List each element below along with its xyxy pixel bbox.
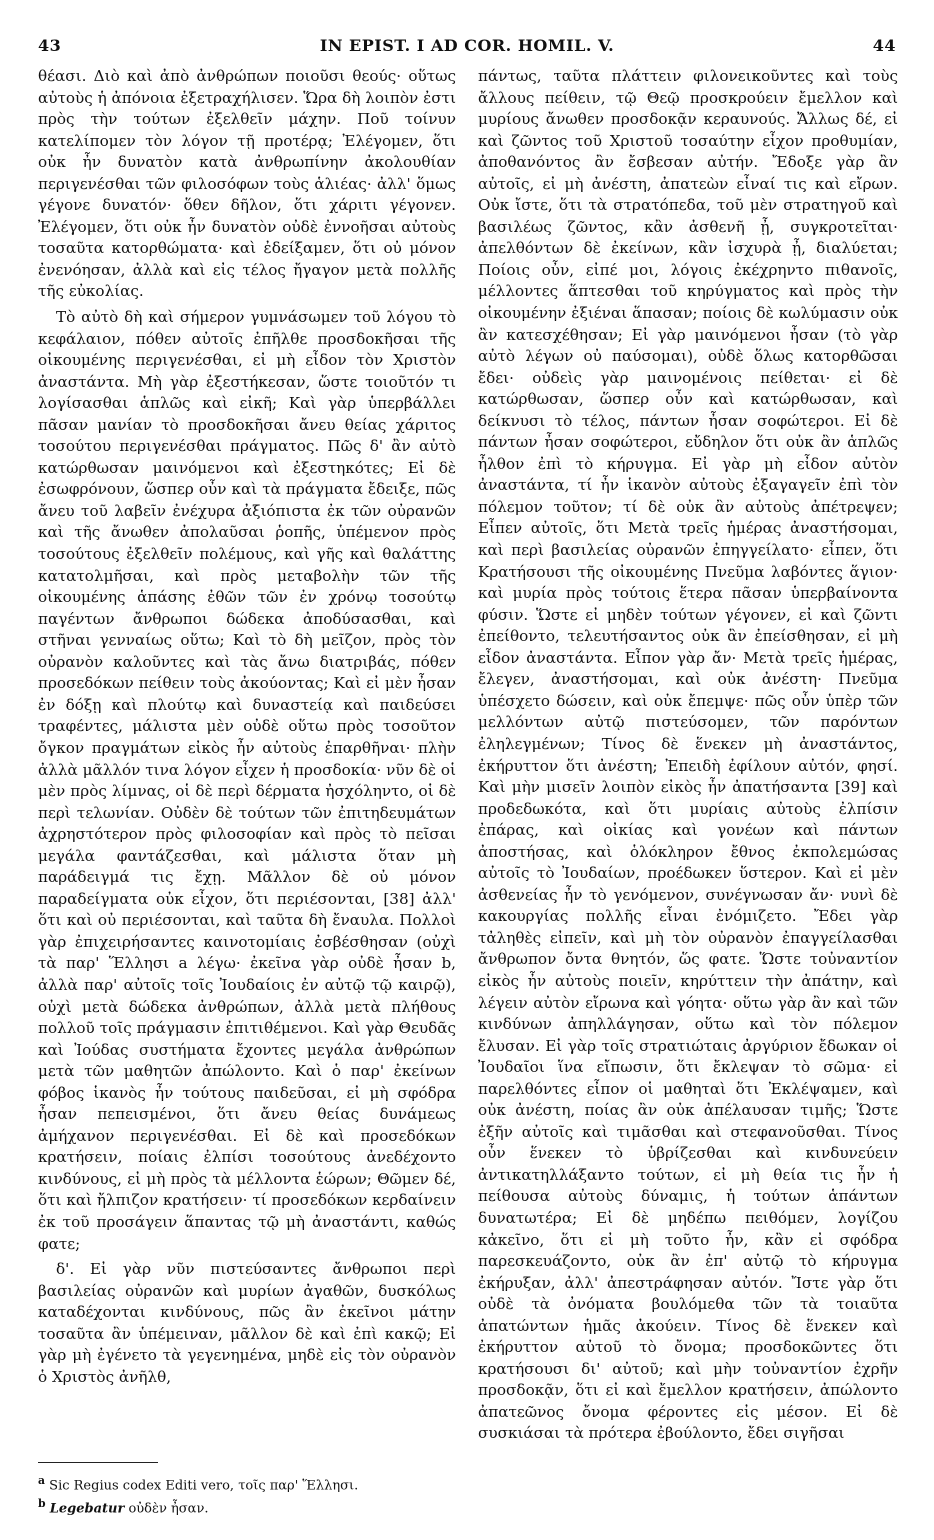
page-number-right: 44	[872, 36, 896, 55]
footnote-a	[38, 1472, 458, 1495]
running-title: IN EPIST. I AD COR. HOMIL. V.	[319, 36, 615, 55]
paragraph: Τὸ αὐτὸ δὴ καὶ σήμερον γυμνάσωμεν τοῦ λόγου τὸ κεφάλαιον, πόθεν αὐτοῖς ἐπῆλθε προσδοκῆσαι τῆς οἰκουμένης περιγενέσθαι, εἰ μὴ εἶδον τὸν Χριστὸν ἀναστάντα. Μὴ γὰρ ἐξεστήκεσαν, ὥστε τοιοῦτόν τι λογίσασθαι ἁπλῶς καὶ εἰκῆ; Καὶ γὰρ ὑπερβάλλει πᾶσαν μανίαν τὸ προσδοκῆσαι ἄνευ θείας χάριτος τοσούτου περιγενέσθαι πράγματος. Πῶς δ' ἂν αὐτὸ κατώρθωσαν μαινόμενοι καὶ ἐξεστηκότες; Εἰ δὲ ἐσωφρόνουν, ὥσπερ οὖν καὶ τὰ πράγματα ἔδειξε, πῶς ἄνευ τοῦ λαβεῖν ἐνέχυρα ἀξιόπιστα ἐκ τῶν οὐρανῶν καὶ τῆς ἄνωθεν ἀπολαῦσαι ῥοπῆς, ὑπέμενον πρὸς τοσούτους ἐξελθεῖν πολέμους, καὶ γῆς καὶ θαλάττης κατατολμῆσαι, καὶ πρὸς μεταβολὴν τῶν τῆς οἰκουμένης ἁπάσης ἐθῶν τῶν ἐν χρόνῳ τοσούτῳ παγέντων ἄνθρωποι δώδεκα ἀποδύσασθαι, καὶ στῆναι γενναίως οὕτω; Καὶ τὸ δὴ μεῖζον, πρὸς τὸν οὐρανὸν καλοῦντες καὶ τὰς ἄνω διατριβάς, πόθεν προσεδόκων πείθειν τοὺς ἀκούοντας; Καὶ εἰ μὲν ἦσαν ἐν δόξῃ καὶ πλούτῳ καὶ δυναστείᾳ καὶ παιδεύσει τραφέντες, μάλιστα μὲν οὐδὲ οὕτω πρὸς τοσοῦτον ὄγκον πραγμάτων εἰκὸς ἦν αὐτοὺς ἐπαρθῆναι· πλὴν ἀλλὰ μᾶλλόν τινα λόγον εἶχεν ἡ προσδοκία· νῦν δὲ οἱ μὲν πρὸς λίμνας, οἱ δὲ περὶ δέρματα ἠσχόληντο, οἱ δὲ περὶ τελωνίαν. Οὐδὲν δὲ τούτων τῶν ἐπιτηδευμάτων ἀχρηστότερον πρὸς φιλοσοφίαν καὶ πρὸς τὸ πεῖσαι μεγάλα φαντάζεσθαι, καὶ μάλιστα ὅταν μὴ παράδειγμά τις ἔχῃ. Μᾶλλον δὲ οὐ μόνον παραδείγματα οὐκ εἶχον, ὅτι περιέσονται, [38] ἀλλ' ὅτι καὶ οὐ περιέσονται, καὶ ταῦτα δὴ ἔναυλα. Πολλοὶ γὰρ ἐπιχειρήσαντες καινοτομίαις ἐσβέσθησαν (οὐχὶ τὰ παρ' Ἕλλησι a λέγω· ἐκεῖνα γὰρ οὐδὲ ἦσαν b, ἀλλὰ παρ' αὐτοῖς τοῖς Ἰουδαίοις ἐν αὐτῷ τῷ καιρῷ), οὐχὶ μετὰ δώδεκα ἀνθρώπων, ἀλλὰ μετὰ πλήθους πολλοῦ τοῖς πράγμασιν ἐπιτιθέμενοι. Καὶ γὰρ Θευδᾶς καὶ Ἰούδας συστήματα ἔχοντες μεγάλα ἀνθρώπων μετὰ τῶν μαθητῶν ἀπώλοντο. Καὶ ὁ παρ' ἐκείνων φόβος ἱκανὸς ἦν τούτους παιδεῦσαι, εἰ μὴ σφόδρα ἦσαν πεπεισμένοι, ὅτι ἄνευ θείας δυνάμεως ἀμήχανον περιγενέσθαι. Εἰ δὲ καὶ προσεδόκων κρατήσειν, ποίαις ἐλπίσι τοσούτους ἀνεδέχοντο κινδύνους, εἰ μὴ πρὸς τὰ μέλλοντα ἑώρων; Θῶμεν δέ, ὅτι καὶ ἤλπιζον κρατήσειν· τί προσεδόκων κερδαίνειν ἐκ τοῦ προσάγειν ἅπαντας τῷ μὴ ἀναστάντι, καθώς φατε;	[38, 308, 456, 1253]
footnote-marker: a	[38, 1474, 46, 1487]
left-column	[38, 66, 456, 1388]
running-header	[38, 36, 896, 60]
footnote-lead: Legebatur	[49, 1501, 125, 1517]
paragraph: θέασι. Διὸ καὶ ἀπὸ ἀνθρώπων ποιοῦσι θεούς· οὕτως αὐτοὺς ἡ ἀπόνοια ἐξετραχήλισεν. Ὥρα δὴ λοιπὸν ἐστι πρὸς τὴν τούτων ἐξελθεῖν μάχην. Ποῦ τοίνυν κατελίπομεν τὸν λόγον τῇ προτέρᾳ; Ἐλέγομεν, ὅτι οὐκ ἦν δυνατὸν κατὰ ἀνθρωπίνην ἀκολουθίαν περιγενέσθαι τῶν φιλοσόφων τοὺς ἁλιέας· ἀλλ' ὅμως γέγονε δυνατόν· ὅθεν δῆλον, ὅτι χάριτι γέγονεν. Ἐλέγομεν, ὅτι οὐκ ἦν δυνατὸν οὐδὲ ἐννοῆσαι αὐτοὺς τοσαῦτα κατορθώματα· καὶ ἐδείξαμεν, ὅτι οὐ μόνον ἐνενόησαν, ἀλλὰ καὶ εἰς τέλος ἤγαγον μετὰ πολλῆς τῆς εὐκολίας.	[38, 67, 456, 301]
footnote-divider	[38, 1462, 158, 1463]
footnote-b	[38, 1495, 458, 1518]
paragraph: δ'. Εἰ γὰρ νῦν πιστεύσαντες ἄνθρωποι περὶ βασιλείας οὐρανῶν καὶ μυρίων ἀγαθῶν, δυσκόλως καταδέχονται κινδύνους, πῶς ἂν ἐκεῖνοι μάτην τοσαῦτα ἂν ὑπέμειναν, μᾶλλον δὲ καὶ ἐπὶ κακῷ; Εἰ γὰρ μὴ ἐγένετο τὰ γεγενημένα, μηδὲ εἰς τὸν οὐρανὸν ὁ Χριστὸς ἀνῆλθ,	[38, 1260, 456, 1386]
page-number-left: 43	[38, 36, 62, 55]
footnote-text: οὐδὲν ἦσαν.	[128, 1501, 209, 1517]
paragraph: πάντως, ταῦτα πλάττειν φιλονεικοῦντες καὶ τοὺς ἄλλους πείθειν, τῷ Θεῷ προσκρούειν ἔμελλον καὶ μυρίους ἄνωθεν προσδοκᾷν κεραυνούς. Ἄλλως δέ, εἰ καὶ ζῶντος τοῦ Χριστοῦ τοσαύτην εἶχον προθυμίαν, ἀποθανόντος ἂν ἔσβεσαν αὐτήν. Ἔδοξε γὰρ ἂν αὐτοῖς, εἰ μὴ ἀνέστη, ἀπατεὼν εἶναί τις καὶ εἴρων. Οὐκ ἴστε, ὅτι τὰ στρατόπεδα, τοῦ μὲν στρατηγοῦ καὶ βασιλέως ζῶντος, κἂν ἀσθενῆ ᾖ, συγκροτεῖται· ἀπελθόντων δὲ ἐκείνων, κἂν ἰσχυρὰ ᾖ, διαλύεται; Ποίοις οὖν, εἰπέ μοι, λόγοις ἐκέχρηντο πιθανοῖς, μέλλοντες ἅπτεσθαι τοῦ κηρύγματος καὶ πρὸς τὴν οἰκουμένην ἐξιέναι ἅπασαν; ποίοις δὲ κωλύμασιν οὐκ ἂν κατεσχέθησαν; Εἰ γὰρ μαινόμενοι ἦσαν (τὸ γὰρ αὐτὸ λέγων οὐ παύσομαι), οὐδὲ ὅλως κατορθῶσαι ἔδει· οὐδεὶς γὰρ μαινομένοις πείθεται· εἰ δὲ κατώρθωσαν, ὥσπερ οὖν καὶ κατώρθωσαν, καὶ δείκνυσι τὸ τέλος, πάντων ἦσαν σοφώτεροι. Εἰ δὲ πάντων ἦσαν σοφώτεροι, εὔδηλον ὅτι οὐκ ἂν ἁπλῶς ἦλθον ἐπὶ τὸ κήρυγμα. Εἰ γὰρ μὴ εἶδον αὐτὸν ἀναστάντα, τί ἦν ἱκανὸν αὐτοὺς ἐξαγαγεῖν ἐπὶ τὸν πόλεμον τοῦτον; τί δὲ οὐκ ἂν αὐτοὺς ἀπέτρεψεν; Εἶπεν αὐτοῖς, ὅτι Μετὰ τρεῖς ἡμέρας ἀναστήσομαι, καὶ περὶ βασιλείας οὐρανῶν ἐπηγγείλατο· εἶπεν, ὅτι Κρατήσουσι τῆς οἰκουμένης Πνεῦμα λαβόντες ἅγιον· καὶ μυρία πρὸς τούτοις ἕτερα πᾶσαν ὑπερβαίνοντα φύσιν. Ὥστε εἰ μηδὲν τούτων γέγονεν, εἰ καὶ ζῶντι ἐπείθοντο, τελευτήσαντος οὐκ ἂν ἐπείσθησαν, εἰ μὴ εἶδον ἀναστάντα. Εἶπον γὰρ ἄν· Μετὰ τρεῖς ἡμέρας, ἔλεγεν, ἀναστήσομαι, καὶ οὐκ ἀνέστη· Πνεῦμα ὑπέσχετο δώσειν, καὶ οὐκ ἔπεμψε· πῶς οὖν ὑπὲρ τῶν μελλόντων αὐτῷ πιστεύσομεν, τῶν παρόντων ἐληλεγμένων; Τίνος δὲ ἕνεκεν μὴ ἀναστάντος, ἐκήρυττον ὅτι ἀνέστη; Ἐπειδὴ ἐφίλουν αὐτόν, φησί. Καὶ μὴν μισεῖν λοιπὸν εἰκὸς ἦν ἀπατήσαντα [39] καὶ προδεδωκότα, καὶ ὅτι μυρίαις αὐτοὺς ἐλπίσιν ἐπάρας, καὶ οἰκίας καὶ γονέων καὶ πάντων ἀποστήσας, καὶ ὁλόκληρον ἔθνος ἐκπολεμώσας αὐτοῖς τὸ Ἰουδαίων, προέδωκεν ὕστερον. Καὶ εἰ μὲν ἀσθενείας ἦν τὸ γενόμενον, συνέγνωσαν ἄν· νυνὶ δὲ κακουργίας πολλῆς εἶναι ἐνόμιζετο. Ἔδει γὰρ τἀληθὲς εἰπεῖν, καὶ μὴ τὸν οὐρανὸν ἐπαγγείλασθαι ἄνθρωπον ὄντα θνητόν, ὥς φατε. Ὥστε τοὐναντίον εἰκὸς ἦν αὐτοὺς ποιεῖν, κηρύττειν τὴν ἀπάτην, καὶ λέγειν αὐτὸν εἴρωνα καὶ γόητα· οὕτω γὰρ ἂν καὶ τῶν κινδύνων ἀπηλλάγησαν, οὕτω καὶ τὸν πόλεμον ἔλυσαν. Εἰ γὰρ τοῖς στρατιώταις ἀργύριον ἔδωκαν οἱ Ἰουδαῖοι ἵνα εἴπωσιν, ὅτι ἔκλεψαν τὸ σῶμα· εἰ παρελθόντες εἶπον οἱ μαθηταὶ ὅτι Ἐκλέψαμεν, καὶ οὐκ ἀνέστη, ποίας ἂν οὐκ ἀπέλαυσαν τιμῆς; Ὥστε ἐξῆν αὐτοῖς καὶ τιμᾶσθαι καὶ στεφανοῦσθαι. Τίνος οὖν ἕνεκεν τὸ ὑβρίζεσθαι καὶ κινδυνεύειν ἀντικατηλλάξαντο τούτων, εἰ μὴ θεία τις ἦν ἡ πείθουσα αὐτοὺς δύναμις, ἡ τούτων ἁπάντων δυνατωτέρα; Εἰ δὲ μηδέπω πειθόμεν, λογίζου κἀκεῖνο, ὅτι εἰ μὴ τοῦτο ἦν, κἂν εἰ σφόδρα παρεσκευάζοντο, οὐκ ἂν ἐπ' αὐτῷ τὸ κήρυγμα ἐκήρυξαν, ἀλλ' ἀπεστράφησαν αὐτόν. Ἴστε γὰρ ὅτι οὐδὲ τὰ ὀνόματα βουλόμεθα τῶν τὰ τοιαῦτα ἀπατώντων ἡμᾶς ἀκούειν. Τίνος δὲ ἕνεκεν καὶ ἐκήρυττον αὐτοῦ τὸ ὄνομα; προσδοκῶντες ὅτι κρατήσουσι δι' αὐτοῦ; καὶ μὴν τοὐναντίον ἐχρῆν προσδοκᾷν, ὅτι εἰ καὶ ἔμελλον κρατήσειν, ἀπώλοντο ἀπατεῶνος ὄνομα φέροντες εἰς μέσον. Εἰ δὲ συσκιάσαι τὰ πρότερα ἐβούλοντο, ἔδει σιγῆσαι	[478, 67, 898, 1443]
footnotes	[38, 1472, 458, 1519]
right-column	[478, 66, 898, 1445]
footnote-text: Sic Regius codex Editi vero, τοῖς παρ' Ἕλλησι.	[49, 1478, 359, 1494]
footnote-marker: b	[38, 1497, 46, 1511]
